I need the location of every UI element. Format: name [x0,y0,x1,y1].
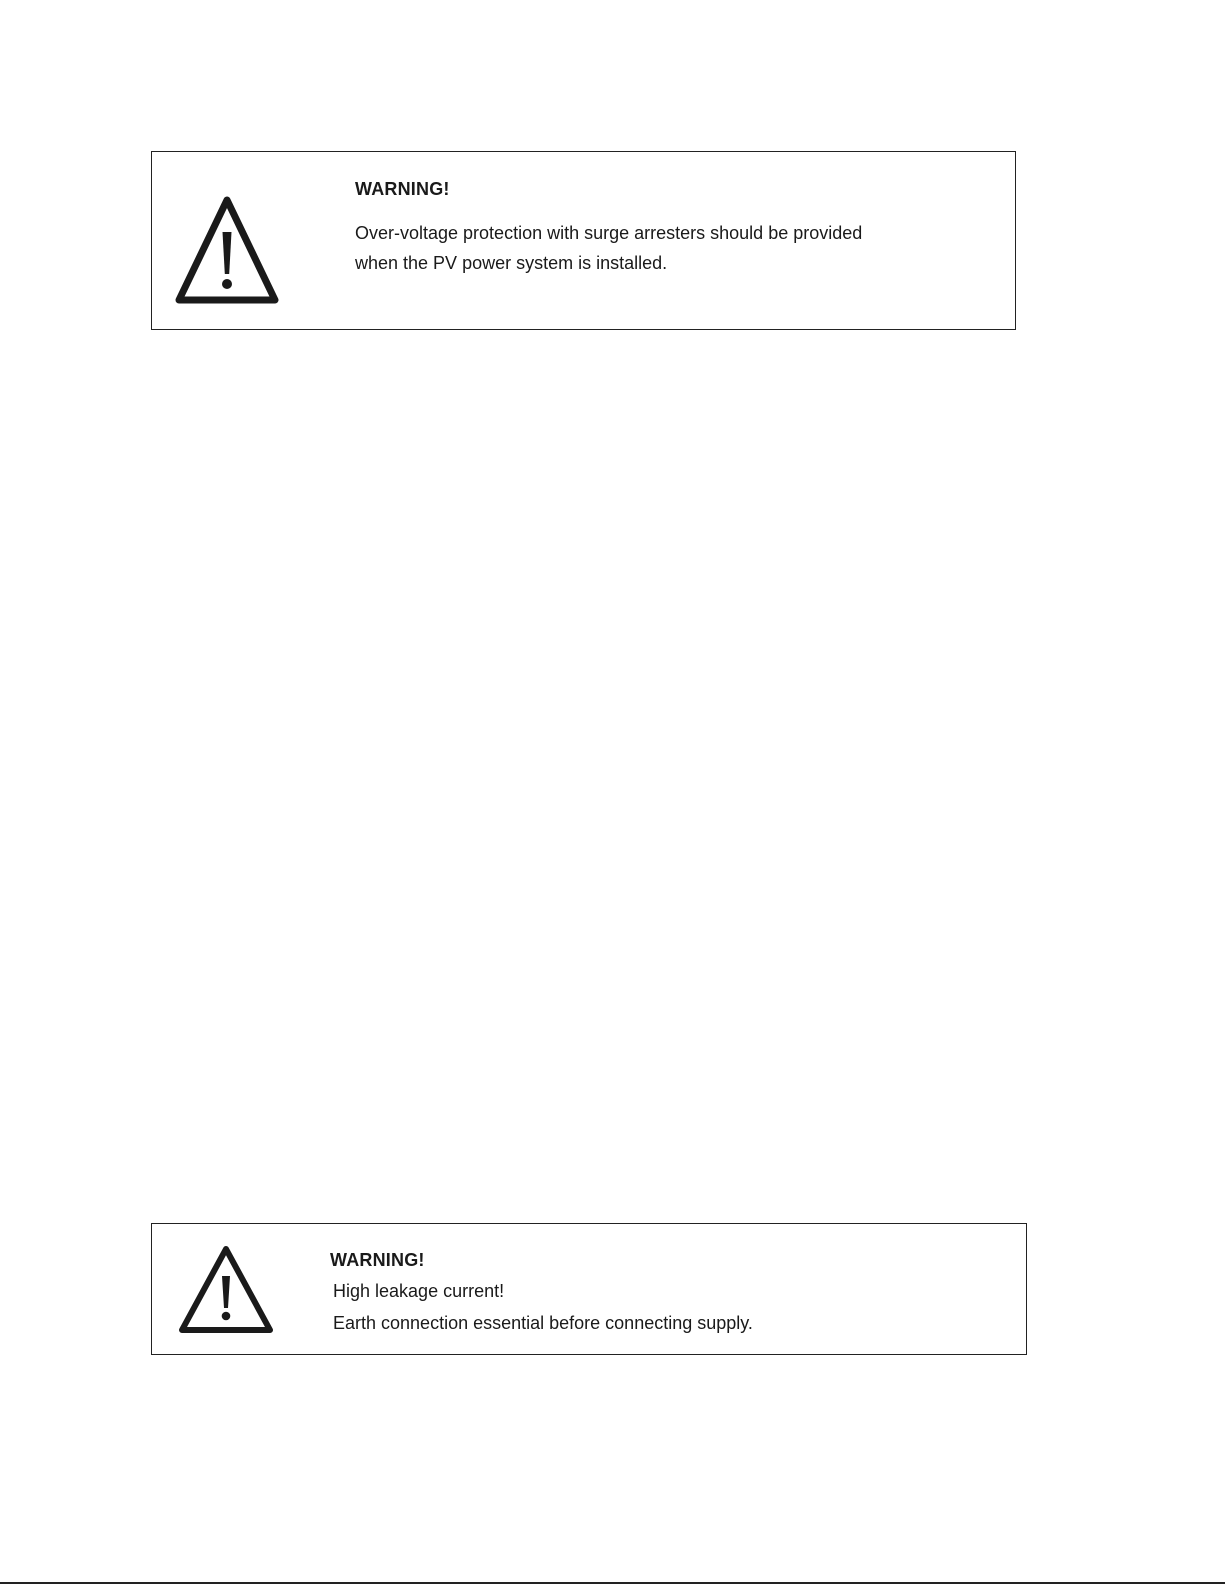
warning-triangle-icon [175,194,279,306]
warning-box-surge-protection [151,151,1016,330]
warning-line: High leakage current! [333,1281,505,1301]
warning-triangle-icon [178,1244,274,1336]
warning-text-block [355,178,995,278]
page-bottom-rule [0,1582,1225,1584]
warning-line: Over-voltage protection with surge arresters should be provided [355,223,863,243]
warning-title: WARNING! [330,1250,425,1270]
warning-title: WARNING! [355,179,450,199]
warning-line: Earth connection essential before connecting supply. [333,1313,753,1333]
warning-text-block [330,1249,1010,1339]
warning-box-leakage-current [151,1223,1027,1355]
warning-line: when the PV power system is installed. [355,253,668,273]
